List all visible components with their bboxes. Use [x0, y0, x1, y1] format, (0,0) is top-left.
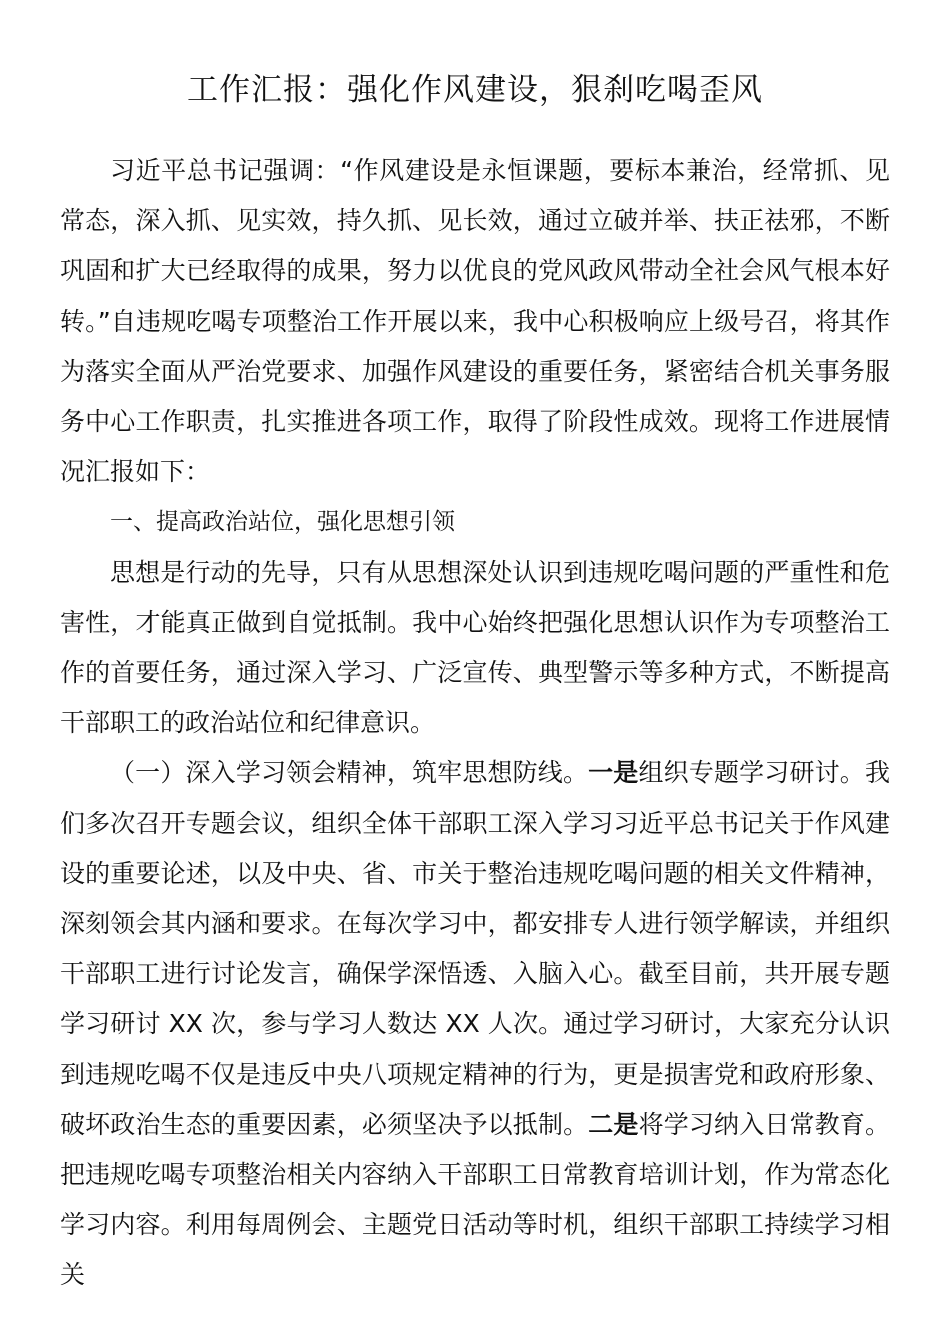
section-paragraph: 思想是行动的先导，只有从思想深处认识到违规吃喝问题的严重性和危害性，才能真正做到自觉抵制。我中心始终把强化思想认识作为专项整治工作的首要任务，通过深入学习、广泛宣传、典型警示等多种方式，不断提高干部职工的政治站位和纪律意识。 — [60, 557, 890, 738]
document-title: 工作汇报：强化作风建设，狠刹吃喝歪风 — [187, 72, 763, 108]
document-body — [60, 146, 890, 1301]
subsection-title: （一）深入学习领会精神，筑牢思想防线。 — [110, 758, 589, 788]
section-heading: 一、提高政治站位，强化思想引领 — [110, 509, 455, 536]
subsection-paragraph — [60, 748, 890, 1300]
point-two-label: 二是 — [588, 1109, 639, 1139]
point-one-label: 一是 — [588, 758, 639, 788]
intro-paragraph: 习近平总书记强调：“作风建设是永恒课题，要标本兼治，经常抓、见常态，深入抓、见实效，持久抓、见长效，通过立破并举、扶正祛邪，不断巩固和扩大已经取得的成果，努力以优良的党风政风带动全社会风气根本好转。”自违规吃喝专项整治工作开展以来，我中心积极响应上级号召，将其作为落实全面从严治党要求、加强作风建设的重要任务，紧密结合机关事务服务中心工作职责，扎实推进各项工作，取得了阶段性成效。现将工作进展情况汇报如下： — [60, 156, 890, 487]
point-one-text: 组织专题学习研讨。我们多次召开专题会议，组织全体干部职工深入学习习近平总书记关于作风建设的重要论述，以及中央、省、市关于整治违规吃喝问题的相关文件精神，深刻领会其内涵和要求。在每次学习中，都安排专人进行领学解读，并组织干部职工进行讨论发言，确保学深悟透、入脑入心。截至目前，共开展专题学习研讨 XX 次，参与学习人数达 XX 人次。通过学习研讨，大家充分认识到违规吃喝不仅是违反中央八项规定精神的行为，更是损害党和政府形象、破坏政治生态的重要因素，必须坚决予以抵制。 — [60, 758, 890, 1139]
point-two-text: 将学习纳入日常教育。把违规吃喝专项整治相关内容纳入干部职工日常教育培训计划，作为常态化学习内容。利用每周例会、主题党日活动等时机，组织干部职工持续学习相关 — [60, 1109, 890, 1290]
